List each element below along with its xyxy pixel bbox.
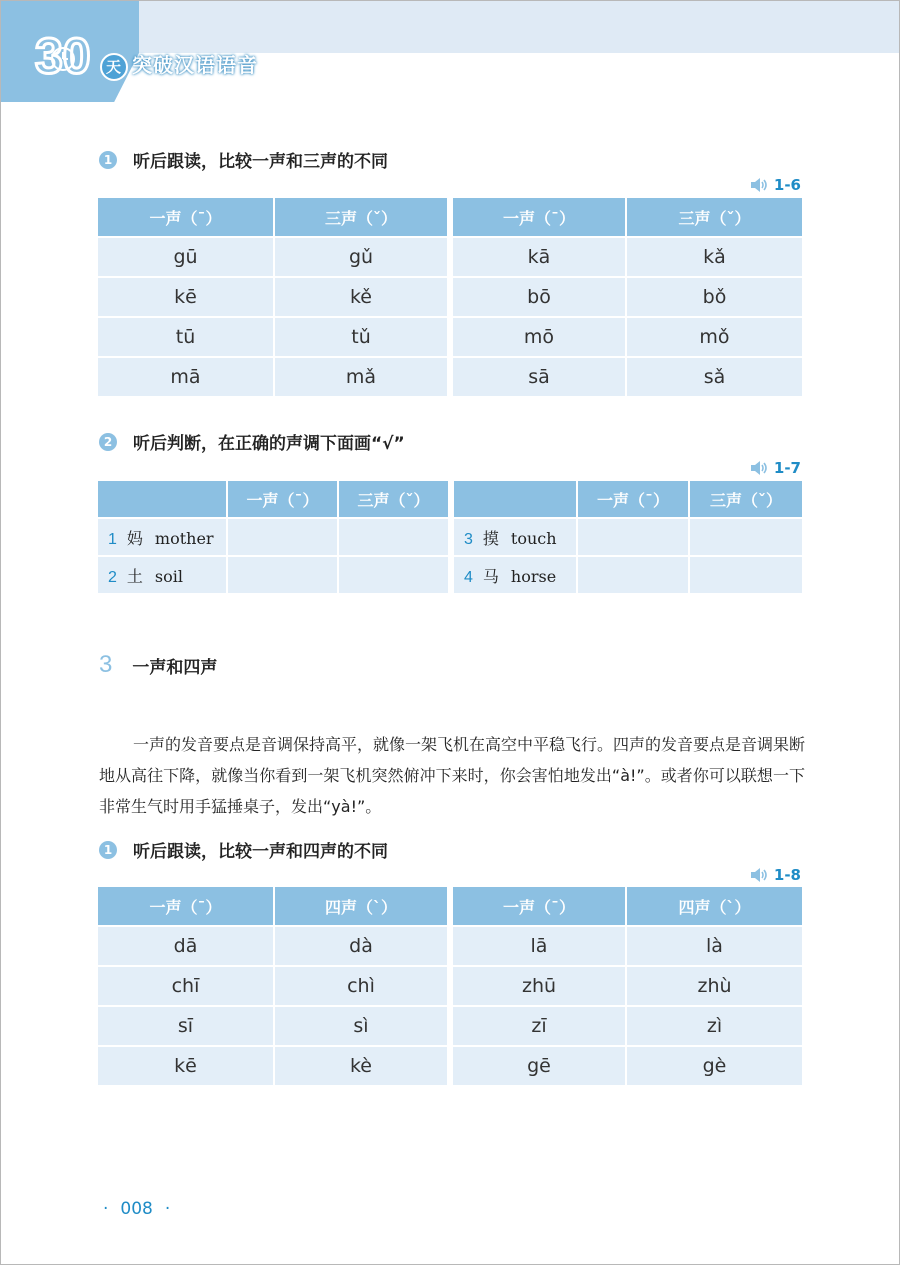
answer-cell-tone1[interactable] [227, 518, 338, 556]
exercise3-heading [99, 837, 388, 862]
item-hanzi: 摸 [482, 528, 499, 548]
pinyin-cell: zì [626, 1006, 802, 1046]
item-number: 2 [108, 568, 117, 586]
header-cell: 一声（ˉ） [450, 198, 626, 237]
pinyin-cell: kǎ [626, 237, 802, 277]
table-row [98, 556, 802, 594]
pinyin-cell: kē [98, 1046, 274, 1086]
section3-number: 3 [99, 651, 113, 678]
table-row [98, 926, 802, 966]
header-cell: 一声（ˉ） [450, 887, 626, 926]
exercise2-table [98, 481, 802, 595]
pinyin-cell: sī [98, 1006, 274, 1046]
pinyin-cell: sā [450, 357, 626, 397]
speaker-icon [750, 867, 768, 883]
exercise2-number: 2 [99, 433, 117, 451]
exercise1-number: 1 [99, 151, 117, 169]
pinyin-cell: lā [450, 926, 626, 966]
answer-cell-tone1[interactable] [577, 518, 689, 556]
table-header-row [98, 887, 802, 926]
book-title [100, 49, 258, 81]
exercise3-table [98, 887, 802, 1087]
header-cell: 一声（ˉ） [227, 481, 338, 518]
pinyin-cell: kā [450, 237, 626, 277]
pinyin-cell: mǒ [626, 317, 802, 357]
item-hanzi: 马 [482, 566, 499, 586]
pinyin-cell: kě [274, 277, 450, 317]
pinyin-cell: bō [450, 277, 626, 317]
pinyin-cell: gē [450, 1046, 626, 1086]
item-hanzi: 妈 [126, 528, 143, 548]
speaker-icon [750, 177, 768, 193]
pinyin-cell: bǒ [626, 277, 802, 317]
table-header-row [98, 481, 802, 518]
answer-cell-tone1[interactable] [227, 556, 338, 594]
item-english: touch [510, 528, 557, 548]
pinyin-cell: zhù [626, 966, 802, 1006]
table-row [98, 1006, 802, 1046]
answer-cell-tone3[interactable] [689, 556, 802, 594]
book-title-text: 突破汉语语音 [132, 53, 258, 77]
item-number: 4 [464, 568, 473, 586]
word-cell [98, 556, 227, 594]
header-cell [451, 481, 577, 518]
pinyin-cell: zī [450, 1006, 626, 1046]
pinyin-cell: mō [450, 317, 626, 357]
page-bullet-right: · [164, 1199, 171, 1219]
header-cell: 三声（ˇ） [274, 198, 450, 237]
exercise2-title: 听后判断，在正确的声调下面画“√” [133, 434, 405, 454]
answer-cell-tone3[interactable] [338, 556, 451, 594]
word-cell [98, 518, 227, 556]
exercise3-audio[interactable] [750, 866, 801, 884]
pinyin-cell: chī [98, 966, 274, 1006]
header-cell: 三声（ˇ） [689, 481, 802, 518]
pinyin-cell: tǔ [274, 317, 450, 357]
header-cell: 一声（ˉ） [577, 481, 689, 518]
answer-cell-tone1[interactable] [577, 556, 689, 594]
exercise2-audio-label: 1-7 [773, 459, 801, 477]
table-row [98, 518, 802, 556]
pinyin-cell: sì [274, 1006, 450, 1046]
exercise2-heading [99, 429, 405, 454]
header-cell: 一声（ˉ） [98, 198, 274, 237]
exercise1-audio-label: 1-6 [773, 176, 801, 194]
pinyin-cell: mǎ [274, 357, 450, 397]
answer-cell-tone3[interactable] [689, 518, 802, 556]
exercise3-audio-label: 1-8 [773, 866, 801, 884]
pinyin-cell: chì [274, 966, 450, 1006]
speaker-icon [750, 460, 768, 476]
pinyin-cell: là [626, 926, 802, 966]
word-cell [451, 518, 577, 556]
exercise3-number: 1 [99, 841, 117, 859]
item-english: mother [154, 528, 214, 548]
pinyin-cell: dā [98, 926, 274, 966]
pinyin-cell: tū [98, 317, 274, 357]
pinyin-cell: gè [626, 1046, 802, 1086]
header-cell: 四声（ˋ） [274, 887, 450, 926]
section3-paragraph: 一声的发音要点是音调保持高平，就像一架飞机在高空中平稳飞行。四声的发音要点是音调果断地从高往下降，就像当你看到一架飞机突然俯冲下来时，你会害怕地发出“à!”。或者你可以联想一下非常生气时用手猛捶桌子，发出“yà!”。 [99, 735, 806, 816]
table-row [98, 237, 802, 277]
header-cell [98, 481, 227, 518]
item-english: horse [510, 566, 557, 586]
item-english: soil [154, 566, 183, 586]
header-cell: 一声（ˉ） [98, 887, 274, 926]
exercise1-heading [99, 147, 388, 172]
table-row [98, 317, 802, 357]
table-row [98, 357, 802, 397]
pinyin-cell: mā [98, 357, 274, 397]
section3-title: 一声和四声 [132, 657, 218, 678]
header-cell: 三声（ˇ） [626, 198, 802, 237]
table-row [98, 1046, 802, 1086]
table-header-row [98, 198, 802, 237]
page-number [97, 1199, 176, 1219]
section3-heading [99, 651, 217, 679]
exercise1-title: 听后跟读，比较一声和三声的不同 [133, 152, 388, 172]
table-row [98, 966, 802, 1006]
logo-number: 30 [35, 28, 91, 84]
word-cell [451, 556, 577, 594]
exercise3-title: 听后跟读，比较一声和四声的不同 [133, 842, 388, 862]
exercise1-audio[interactable] [750, 176, 801, 194]
item-hanzi: 土 [126, 566, 143, 586]
item-number: 3 [464, 530, 473, 548]
pinyin-cell: kē [98, 277, 274, 317]
pinyin-cell: kè [274, 1046, 450, 1086]
exercise1-table [98, 198, 802, 398]
header-cell: 四声（ˋ） [626, 887, 802, 926]
pinyin-cell: gǔ [274, 237, 450, 277]
logo-day-badge: 天 [100, 53, 128, 81]
page-bullet-left: · [103, 1199, 109, 1219]
answer-cell-tone3[interactable] [338, 518, 451, 556]
item-number: 1 [108, 530, 117, 548]
pinyin-cell: sǎ [626, 357, 802, 397]
page-number-text: 008 [120, 1199, 153, 1219]
table-row [98, 277, 802, 317]
pinyin-cell: gū [98, 237, 274, 277]
pinyin-cell: dà [274, 926, 450, 966]
pinyin-cell: zhū [450, 966, 626, 1006]
exercise2-audio[interactable] [750, 459, 801, 477]
header-cell: 三声（ˇ） [338, 481, 451, 518]
